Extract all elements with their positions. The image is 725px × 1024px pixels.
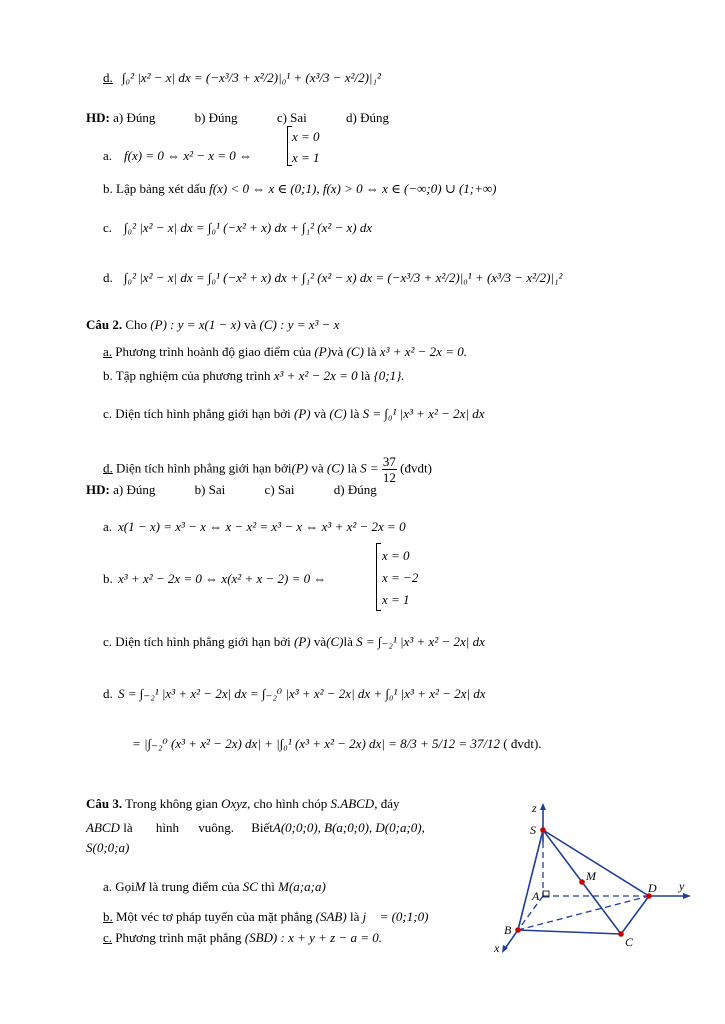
formula-line-b xyxy=(103,181,497,197)
text: vuông. xyxy=(198,820,234,835)
text: Gọi xyxy=(115,879,135,894)
text: Cho xyxy=(125,317,148,332)
question-number: Câu 3. xyxy=(86,796,123,811)
formula: M xyxy=(134,879,146,894)
label-x: x xyxy=(494,941,500,955)
text: và xyxy=(311,460,324,476)
case-line: x = 1 xyxy=(382,592,410,607)
edge-sd xyxy=(543,830,649,896)
text: hình xyxy=(155,820,179,835)
statement-d xyxy=(103,454,432,485)
formula: f(x) < 0 ⇔ x ∈ (0;1), f(x) > 0 ⇔ x ∈ (−∞;0) ∪ (1;+∞) xyxy=(209,181,497,196)
text: Diện tích hình phẳng giới hạn bởi xyxy=(116,460,292,476)
statement-c xyxy=(103,930,382,946)
formula: (C) xyxy=(326,460,345,476)
answer-a: a) Đúng xyxy=(113,482,156,497)
z-arrow-icon xyxy=(540,803,546,810)
label-m: M xyxy=(586,869,596,883)
formula: (C) xyxy=(346,344,364,359)
formula: M(a;a;a) xyxy=(278,879,326,894)
formula-line: S(0;0;a) xyxy=(86,840,130,855)
point-c xyxy=(618,931,624,937)
text: Phương trình mặt phẳng xyxy=(115,930,242,945)
text: và xyxy=(313,634,327,649)
question-number: Câu 2. xyxy=(86,317,123,332)
formula: (P) xyxy=(294,406,311,421)
statement-b xyxy=(103,909,428,925)
formula: (P) xyxy=(294,634,311,649)
formula: S = ∫₀¹ |x³ + x² − 2x| dx xyxy=(362,406,485,421)
answer-c: c) Sai xyxy=(264,482,295,497)
label-s: S xyxy=(530,823,536,837)
item-label: c. xyxy=(103,930,113,945)
text: thì xyxy=(261,879,275,894)
case-line: x = −2 xyxy=(382,570,419,585)
case-line: x = 1 xyxy=(292,150,320,165)
hd-label: HD: xyxy=(86,482,110,497)
answer-b: b) Sai xyxy=(194,482,226,497)
formula-line: f(x) = 0 ⇔ x² − x = 0 ⇔ xyxy=(124,148,253,163)
formula-line: ∫₀² |x² − x| dx = (−x³/3 + x²/2)|₀¹ + (x³/3 − x²/2)|₁² xyxy=(122,70,381,85)
formula: S = xyxy=(360,460,379,476)
statement-b xyxy=(103,368,405,384)
item-label: b. xyxy=(103,571,113,586)
statement-c xyxy=(103,406,484,422)
edge-sb xyxy=(518,830,543,930)
formula: ABCD xyxy=(86,820,120,835)
pyramid-figure xyxy=(490,800,710,960)
label-a: A xyxy=(532,889,540,903)
formula: (C) xyxy=(326,634,344,649)
text: và xyxy=(331,344,344,359)
item-label: a. xyxy=(103,879,113,894)
answer-key-line xyxy=(86,482,377,498)
numerator: 37 xyxy=(382,454,396,469)
formula: (P) xyxy=(314,344,332,359)
text: là xyxy=(347,460,357,476)
text: Biết xyxy=(251,820,273,835)
answer-c: c) Sai xyxy=(276,110,307,125)
text: c. Diện tích hình phẳng giới hạn bởi xyxy=(103,406,291,421)
formula: Oxyz xyxy=(221,796,248,811)
point-s xyxy=(540,827,546,833)
text: là xyxy=(123,820,133,835)
formula: x³ + x² − 2x = 0. xyxy=(379,344,467,359)
text: , cho hình chóp xyxy=(247,796,328,811)
unit: (đvdt) xyxy=(400,460,432,476)
formula-line: x(1 − x) = x³ − x ⇔ x − x² = x³ − x ⇔ x³ + x² − 2x = 0 xyxy=(118,519,406,534)
question-3-line2 xyxy=(86,820,425,836)
formula: S.ABCD xyxy=(330,796,375,811)
item-label: a. xyxy=(103,519,113,534)
label-d: D xyxy=(648,881,657,895)
label-c: C xyxy=(625,935,634,949)
item-label: b. xyxy=(103,909,113,924)
text: , đáy xyxy=(374,796,400,811)
label-b: B xyxy=(504,923,512,937)
formula: x³ + x² − 2x = 0 xyxy=(273,368,358,383)
answer-b: b) Đúng xyxy=(194,110,238,125)
formula: A(0;0;0), B(a;0;0), D(0;a;0), xyxy=(272,820,425,835)
case-bracket xyxy=(376,543,381,611)
case-line: x = 0 xyxy=(382,548,410,563)
edge-bc xyxy=(518,930,621,934)
text: là xyxy=(349,909,360,924)
unit: ( đvdt). xyxy=(503,736,542,751)
answer-key-line xyxy=(86,110,389,126)
item-label: a. xyxy=(103,344,113,359)
formula: = |∫₋₂⁰ (x³ + x² − 2x) dx| + |∫₀¹ (x³ + x² − 2x) dx| = 8/3 + 5/12 = 37/12 xyxy=(132,736,501,751)
formula: (SAB) xyxy=(315,909,347,924)
item-label: c. xyxy=(103,220,113,235)
hd-label: HD: xyxy=(86,110,110,125)
item-label: d. xyxy=(103,460,113,476)
question-3-header xyxy=(86,796,399,812)
case-line: x = 0 xyxy=(292,129,320,144)
item-label: d. xyxy=(103,70,113,85)
statement-a xyxy=(103,879,326,895)
statement-a xyxy=(103,344,467,360)
item-label: d. xyxy=(103,686,113,701)
text: và xyxy=(244,317,257,332)
formula-line-cont xyxy=(132,736,542,752)
point-b xyxy=(515,927,521,933)
item-label: a. xyxy=(103,148,113,163)
text: c. Diện tích hình phẳng giới hạn bởi xyxy=(103,634,291,649)
y-arrow-icon xyxy=(683,893,691,899)
formula: {0;1}. xyxy=(373,368,405,383)
text: là xyxy=(350,406,360,421)
formula: j⃗ = (0;1;0) xyxy=(362,909,429,924)
question-2-header xyxy=(86,317,339,333)
formula: (C) xyxy=(329,406,347,421)
text: là xyxy=(343,634,353,649)
hd-c-line xyxy=(103,634,485,650)
text: và xyxy=(313,406,327,421)
text: Phương trình hoành độ giao điểm của xyxy=(115,344,312,359)
fraction xyxy=(382,454,397,485)
formula-line: x³ + x² − 2x = 0 ⇔ x(x² + x − 2) = 0 ⇔ xyxy=(118,571,327,586)
text: Một véc tơ pháp tuyến của mặt phẳng xyxy=(116,909,313,924)
text: b. Tập nghiệm của phương trình xyxy=(103,368,271,383)
answer-d: d) Đúng xyxy=(346,110,389,125)
formula: SC xyxy=(242,879,258,894)
formula: (P) xyxy=(291,460,309,476)
answer-a: a) Đúng xyxy=(113,110,156,125)
label-y: y xyxy=(679,879,685,893)
denominator: 12 xyxy=(382,470,396,485)
item-label: d. xyxy=(103,270,113,285)
formula: (C) : y = x³ − x xyxy=(259,317,340,332)
formula: (SBD) : x + y + z − a = 0. xyxy=(244,930,383,945)
text: Trong không gian xyxy=(125,796,218,811)
formula-line: ∫₀² |x² − x| dx = ∫₀¹ (−x² + x) dx + ∫₁² (x² − x) dx xyxy=(124,220,373,235)
text: Lập bảng xét dấu xyxy=(116,181,206,196)
point-m xyxy=(579,879,585,885)
text: là xyxy=(367,344,377,359)
item-label: b. xyxy=(103,181,113,196)
text: là xyxy=(360,368,371,383)
formula: S = ∫₋₂¹ |x³ + x² − 2x| dx xyxy=(356,634,485,649)
formula: (P) : y = x(1 − x) xyxy=(150,317,241,332)
label-z: z xyxy=(532,801,537,815)
answer-d: d) Đúng xyxy=(333,482,377,497)
formula-line: S = ∫₋₂¹ |x³ + x² − 2x| dx = ∫₋₂⁰ |x³ + x² − 2x| dx + ∫₀¹ |x³ + x² − 2x| dx xyxy=(118,686,486,701)
formula-line: ∫₀² |x² − x| dx = ∫₀¹ (−x² + x) dx + ∫₁² (x² − x) dx = (−x³/3 + x²/2)|₀¹ + (x³/3 − x²/2)|₁² xyxy=(124,270,563,285)
text: là trung điểm của xyxy=(148,879,240,894)
